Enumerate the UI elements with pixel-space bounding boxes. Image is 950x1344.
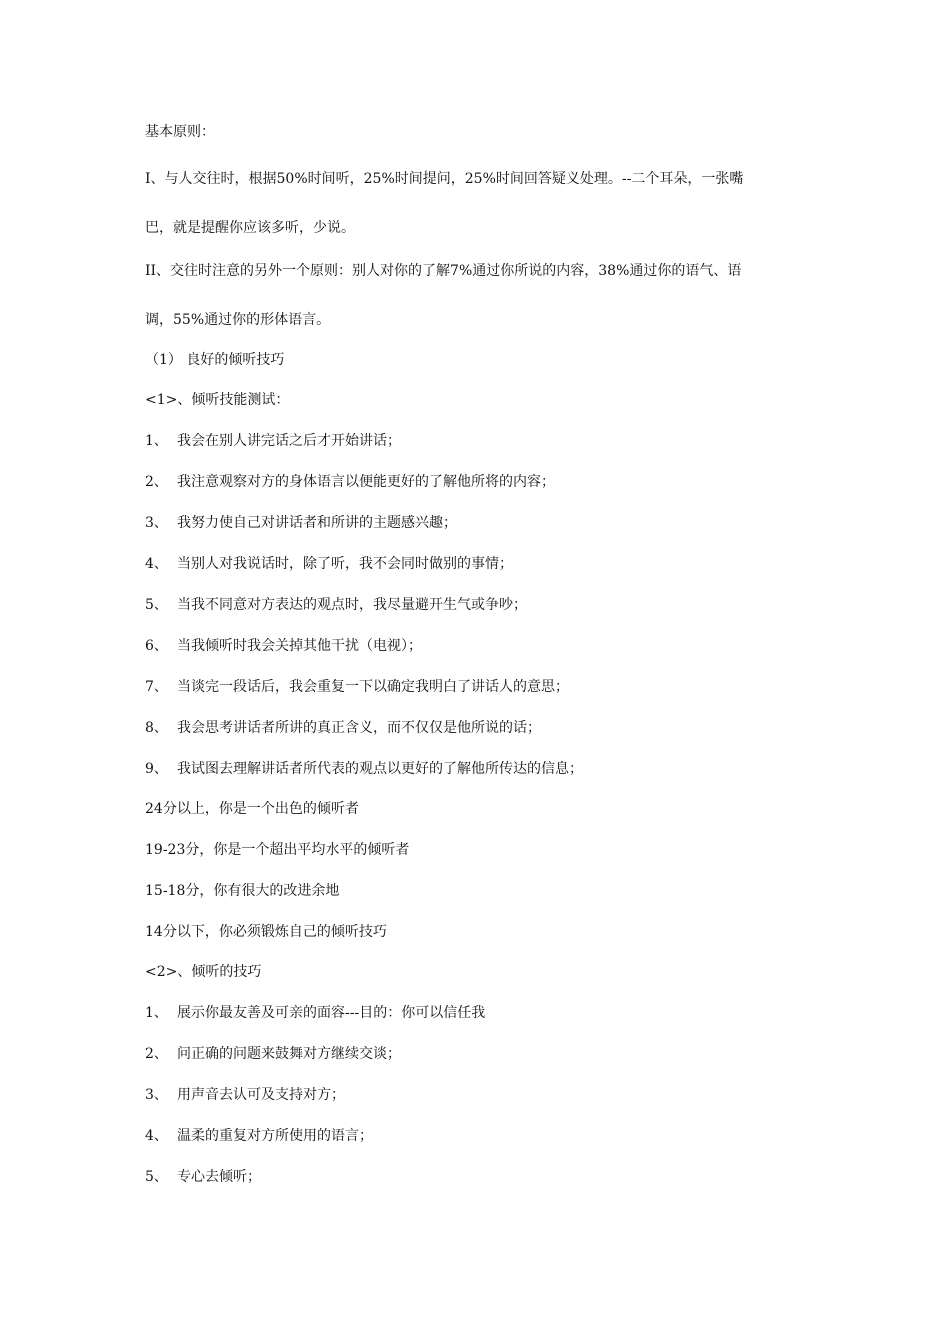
list-item-text: 当谈完一段话后，我会重复一下以确定我明白了讲话人的意思；: [177, 679, 569, 695]
list-item: [145, 555, 513, 573]
list-item-text: 当别人对我说话时，除了听，我不会同时做别的事情；: [177, 556, 513, 572]
list-item: [145, 432, 401, 450]
list-item-text: 我会在别人讲完话之后才开始讲话；: [177, 433, 401, 449]
list-item-text: 我试图去理解讲话者所代表的观点以更好的了解他所传达的信息；: [177, 761, 583, 777]
list-item-text: 专心去倾听；: [177, 1169, 261, 1185]
list-item-text: 我注意观察对方的身体语言以便能更好的了解他所将的内容；: [177, 474, 555, 490]
score-line: 14分以下，你必须锻炼自己的倾听技巧: [145, 924, 387, 940]
list-item-number: 3、: [145, 515, 168, 531]
list-item: [145, 1168, 261, 1186]
list-item-text: 我会思考讲话者所讲的真正含义，而不仅仅是他所说的话；: [177, 720, 541, 736]
principle-1-line-2: 巴，就是提醒你应该多听，少说。: [145, 220, 355, 236]
subsection-2-title: <2>、倾听的技巧: [145, 964, 262, 980]
list-item: [145, 473, 555, 491]
list-item-number: 8、: [145, 720, 168, 736]
list-item-text: 问正确的问题来鼓舞对方继续交谈；: [177, 1046, 401, 1062]
score-line: 15-18分，你有很大的改进余地: [145, 883, 340, 899]
list-item: [145, 1045, 401, 1063]
list-item: [145, 596, 527, 614]
list-item: [145, 760, 583, 778]
score-line: 19-23分，你是一个超出平均水平的倾听者: [145, 842, 410, 858]
list-item: [145, 514, 457, 532]
list-item: [145, 1086, 345, 1104]
list-item-number: 4、: [145, 556, 168, 572]
list-item-number: 5、: [145, 597, 168, 613]
section-1-title: （1） 良好的倾听技巧: [145, 352, 285, 368]
list-item-number: 6、: [145, 638, 168, 654]
list-item-number: 7、: [145, 679, 168, 695]
list-item-number: 5、: [145, 1169, 168, 1185]
principle-1-line-1: I、与人交往时，根据50%时间听，25%时间提问，25%时间回答疑义处理。--二个耳朵，一张嘴: [145, 171, 744, 187]
list-item-text: 我努力使自己对讲话者和所讲的主题感兴趣；: [177, 515, 457, 531]
list-item-number: 4、: [145, 1128, 168, 1144]
heading: 基本原则：: [145, 124, 215, 140]
list-item-text: 用声音去认可及支持对方；: [177, 1087, 345, 1103]
score-line: 24分以上，你是一个出色的倾听者: [145, 801, 359, 817]
list-item-text: 当我不同意对方表达的观点时，我尽量避开生气或争吵；: [177, 597, 527, 613]
list-item-number: 2、: [145, 474, 168, 490]
list-item-number: 9、: [145, 761, 168, 777]
principle-2-line-1: II、交往时注意的另外一个原则：别人对你的了解7%通过你所说的内容，38%通过你的语气、语: [145, 263, 742, 279]
list-item: [145, 678, 569, 696]
list-item-number: 1、: [145, 433, 168, 449]
list-item-number: 2、: [145, 1046, 168, 1062]
subsection-1-title: <1>、倾听技能测试：: [145, 392, 290, 408]
list-item: [145, 719, 541, 737]
list-item: [145, 637, 422, 655]
principle-2-line-2: 调，55%通过你的形体语言。: [145, 312, 331, 328]
list-item-number: 3、: [145, 1087, 168, 1103]
list-item-text: 温柔的重复对方所使用的语言；: [177, 1128, 373, 1144]
list-item: [145, 1004, 485, 1022]
list-item-number: 1、: [145, 1005, 168, 1021]
list-item-text: 展示你最友善及可亲的面容---目的：你可以信任我: [177, 1005, 486, 1021]
list-item: [145, 1127, 373, 1145]
list-item-text: 当我倾听时我会关掉其他干扰（电视）；: [177, 638, 422, 654]
